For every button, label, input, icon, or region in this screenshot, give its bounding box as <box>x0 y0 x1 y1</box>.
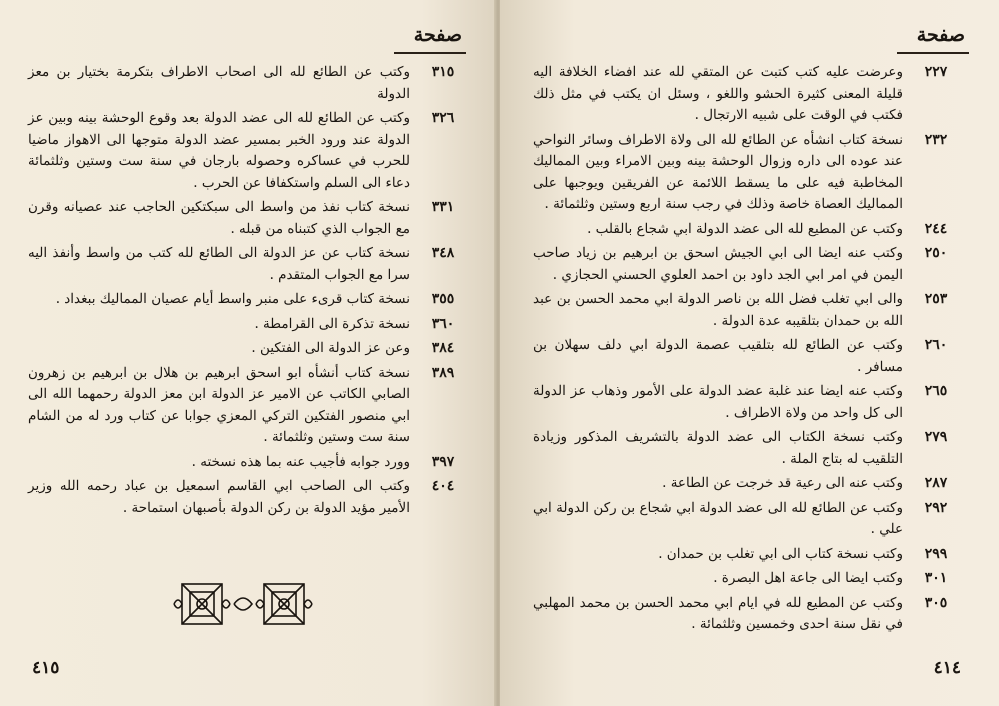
entry-description: وكتب عن المطيع لله الى عضد الدولة ابي شجاع بالقلب . <box>587 220 903 237</box>
entry-page-number: ٣٨٤ <box>431 340 455 356</box>
entry-page-number: ٢٥٠ <box>924 245 948 261</box>
contents-entry <box>28 338 468 360</box>
contents-entry <box>533 568 961 590</box>
contents-entry <box>533 130 961 216</box>
contents-list <box>28 62 468 522</box>
entry-description: نسخة كتاب انشأه عن الطائع لله الى ولاة الاطراف وسائر النواحي عند عوده الى داره وزوال الوحشة بينه وبين الامراء وبين المماليك المخاطبة فيه على ما يسقط اللائمة عن الفريقين ويوجبها على المماليك العصاة خاصة وذلك في رجب سنة اربع وستين وثلثمائة . <box>533 131 903 212</box>
contents-entry <box>28 289 468 311</box>
page-number: ٤١٥ <box>32 658 60 678</box>
entry-page-number: ٣١٥ <box>431 64 455 80</box>
entry-description: نسخة كتاب نفذ من واسط الى سبكتكين الحاجب عند عصيانه وقرن مع الجواب الذي كتبناه من قبله . <box>28 199 410 237</box>
entry-description: وكتب الى الصاحب ابي القاسم اسمعيل بن عباد رحمه الله وزير الأمير مؤيد الدولة بن ركن الدولة بأصبهان استماحة . <box>28 478 410 516</box>
contents-entry <box>28 363 468 449</box>
entry-page-number: ٣٩٧ <box>431 453 455 470</box>
entry-page-number: ٣٠١ <box>924 570 948 586</box>
contents-entry <box>28 197 468 240</box>
entry-page-number: ٢٦٥ <box>924 383 948 399</box>
entry-page-number: ٢٣٢ <box>924 131 948 148</box>
entry-description: وكتب عن المطيع لله في ايام ابي محمد الحسن بن محمد المهلبي في نقل سنة احدى وخمسين وثلثمائة . <box>533 594 903 632</box>
entry-page-number: ٣٢٦ <box>431 110 455 126</box>
entry-page-number: ٣٤٨ <box>431 245 455 261</box>
contents-entry <box>533 473 961 495</box>
page-number: ٤١٤ <box>933 658 961 678</box>
entry-page-number: ٢٩٢ <box>924 499 948 516</box>
entry-description: والى ابي تغلب فضل الله بن ناصر الدولة ابي محمد الحسن بن عبد الله بن حمدان بتلقيبه عدة الدولة . <box>533 291 903 329</box>
entry-description: وكتب عنه الى رعية قد خرجت عن الطاعة . <box>662 475 903 491</box>
entry-page-number: ٢٤٤ <box>924 220 948 237</box>
contents-entry <box>533 219 961 241</box>
entry-description: وكتب نسخة كتاب الى ابي تغلب بن حمدان . <box>658 545 903 562</box>
entry-description: وكتب عن الطائع لله الى اصحاب الاطراف بتكرمة بختيار بن معز الدولة <box>28 64 410 102</box>
entry-description: نسخة كتاب أنشأه ابو اسحق ابرهيم بن هلال بن ابرهيم بن زهرون الصابي الكاتب عن الامير عز الدولة ابن معز الدولة رحمهما الله الى ابي منصور الفتكين التركي المعزي جوابا عن كتاب ورد له من الشام سنة ست وستين وثلثمائة . <box>28 364 410 445</box>
entry-description: وكتب عن الطائع لله الى عضد الدولة ابي شجاع بن ركن الدولة ابي علي . <box>533 499 903 537</box>
entry-description: وكتب عنه ايضا الى ابي الجيش اسحق بن ابرهيم بن زياد صاحب اليمن في امر ابي الجد داود بن احمد العلوي الحسني الحجازي . <box>533 245 903 283</box>
entry-page-number: ٢٥٣ <box>924 291 948 307</box>
entry-page-number: ٣٠٥ <box>924 594 948 611</box>
entry-description: وعرضت عليه كتب كتبت عن المتقي لله عند افضاء الخلافة اليه قليلة المعنى كثيرة الحشو واللغو ، وسئل ان يكتب في مثل ذلك فكتب في الوقت على شبيه الارتجال . <box>533 64 903 123</box>
contents-entry <box>533 544 961 566</box>
contents-entry <box>28 476 468 519</box>
page-header-label: صفحة <box>916 24 965 46</box>
entry-page-number: ٢٦٠ <box>924 337 948 353</box>
entry-description: وكتب نسخة الكتاب الى عضد الدولة بالتشريف المذكور وزيادة التلقيب له بتاج الملة . <box>533 429 903 467</box>
entry-description: نسخة كتاب عن عز الدولة الى الطائع لله كتب من واسط وأنفذ اليه سرا مع الجواب المتقدم . <box>28 245 410 283</box>
entry-description: وكتب عن الطائع لله بتلقيب عصمة الدولة ابي دلف سهلان بن مسافر . <box>533 337 903 375</box>
contents-entry <box>28 62 468 105</box>
contents-entry <box>533 381 961 424</box>
right-page <box>500 0 999 706</box>
entry-page-number: ٢٩٩ <box>924 545 948 562</box>
entry-page-number: ٣٣١ <box>431 199 455 215</box>
entry-page-number: ٣٨٩ <box>431 364 455 381</box>
entry-description: وورد جوابه فأجيب عنه بما هذه نسخته . <box>191 453 410 470</box>
left-page <box>0 0 496 706</box>
entry-page-number: ٢٧٩ <box>924 429 948 445</box>
entry-page-number: ٤٠٤ <box>431 478 455 494</box>
header-rule <box>897 52 969 54</box>
entry-description: وكتب ايضا الى جاعة اهل البصرة . <box>713 570 903 586</box>
contents-entry <box>533 289 961 332</box>
ornament-icon <box>168 578 318 630</box>
entry-page-number: ٢٨٧ <box>924 475 948 491</box>
contents-entry <box>28 243 468 286</box>
contents-entry <box>533 427 961 470</box>
contents-entry <box>533 335 961 378</box>
entry-description: وكتب عنه ايضا عند غلبة عضد الدولة على الأمور وذهاب عز الدولة الى كل واحد من ولاة الاطراف . <box>533 383 903 421</box>
page-header-label: صفحة <box>413 24 462 46</box>
contents-entry <box>533 498 961 541</box>
entry-page-number: ٣٥٥ <box>431 291 455 307</box>
contents-entry <box>28 108 468 194</box>
entry-description: وعن عز الدولة الى الفتكين . <box>251 340 410 356</box>
entry-description: وكتب عن الطائع لله الى عضد الدولة بعد وقوع الوحشة بينه وبين عز الدولة عند ورود الخبر بمسير عضد الدولة متوجها الى الاهواز ماضيا للحرب في عساكره وحصوله بارجان في سنة ست وستين وثلثمائة دعاء الى السلم واستكفافا عن الحرب . <box>28 110 410 191</box>
contents-entry <box>533 593 961 636</box>
header-rule <box>394 52 466 54</box>
entry-description: نسخة كتاب قرىء على منبر واسط أيام عصيان المماليك ببغداد . <box>55 291 410 307</box>
contents-entry <box>533 62 961 127</box>
entry-page-number: ٢٢٧ <box>924 64 948 80</box>
entry-page-number: ٣٦٠ <box>431 315 455 332</box>
contents-entry <box>28 314 468 336</box>
contents-entry <box>28 452 468 474</box>
entry-description: نسخة تذكرة الى القرامطة . <box>254 315 410 332</box>
contents-entry <box>533 243 961 286</box>
contents-list <box>533 62 961 639</box>
